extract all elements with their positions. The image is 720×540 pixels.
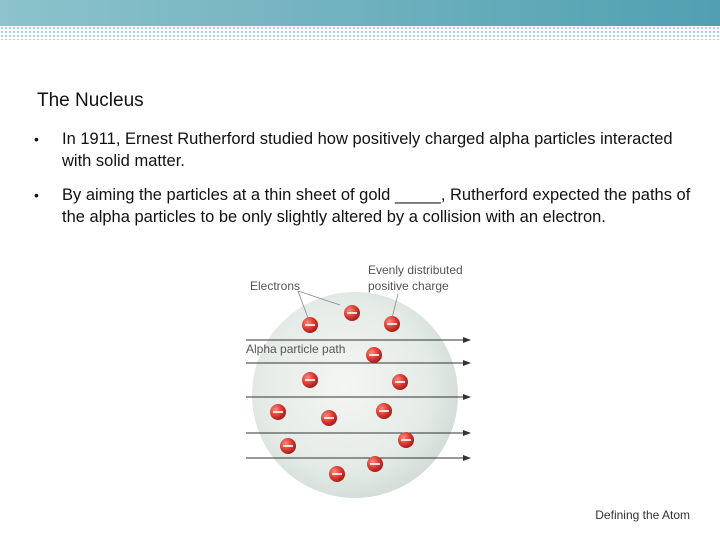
header-pattern [0, 26, 720, 40]
bullet-list [34, 128, 694, 240]
bullet-item [34, 184, 694, 228]
header-bar [0, 0, 720, 26]
electron [321, 410, 337, 426]
rutherford-diagram [232, 258, 482, 498]
electron [302, 372, 318, 388]
electron [280, 438, 296, 454]
positive-charge-sphere [252, 292, 458, 498]
footer-text: Defining the Atom [595, 508, 690, 522]
electron [367, 456, 383, 472]
electron [302, 317, 318, 333]
alpha-path-label: Alpha particle path [246, 342, 346, 356]
diagram-svg [232, 258, 482, 498]
bullet-text: By aiming the particles at a thin sheet of gold _____, Rutherford expected the paths of the alpha particles to be only slightly altered by a collision with an electron. [62, 186, 691, 226]
bullet-point: • [34, 187, 39, 203]
electron [376, 403, 392, 419]
positive-charge-label: positive charge [368, 279, 449, 293]
bullet-text: In 1911, Ernest Rutherford studied how positively charged alpha particles interacted with solid matter. [62, 130, 673, 170]
bullet-point: • [34, 131, 39, 147]
positive-charge-label: Evenly distributed [368, 263, 463, 277]
slide-title: The Nucleus [37, 90, 144, 111]
electron [270, 404, 286, 420]
bullet-item [34, 128, 694, 172]
electron [366, 347, 382, 363]
electron [329, 466, 345, 482]
electron [392, 374, 408, 390]
electron [344, 305, 360, 321]
electrons-label: Electrons [250, 279, 301, 293]
electron [398, 432, 414, 448]
electron [384, 316, 400, 332]
